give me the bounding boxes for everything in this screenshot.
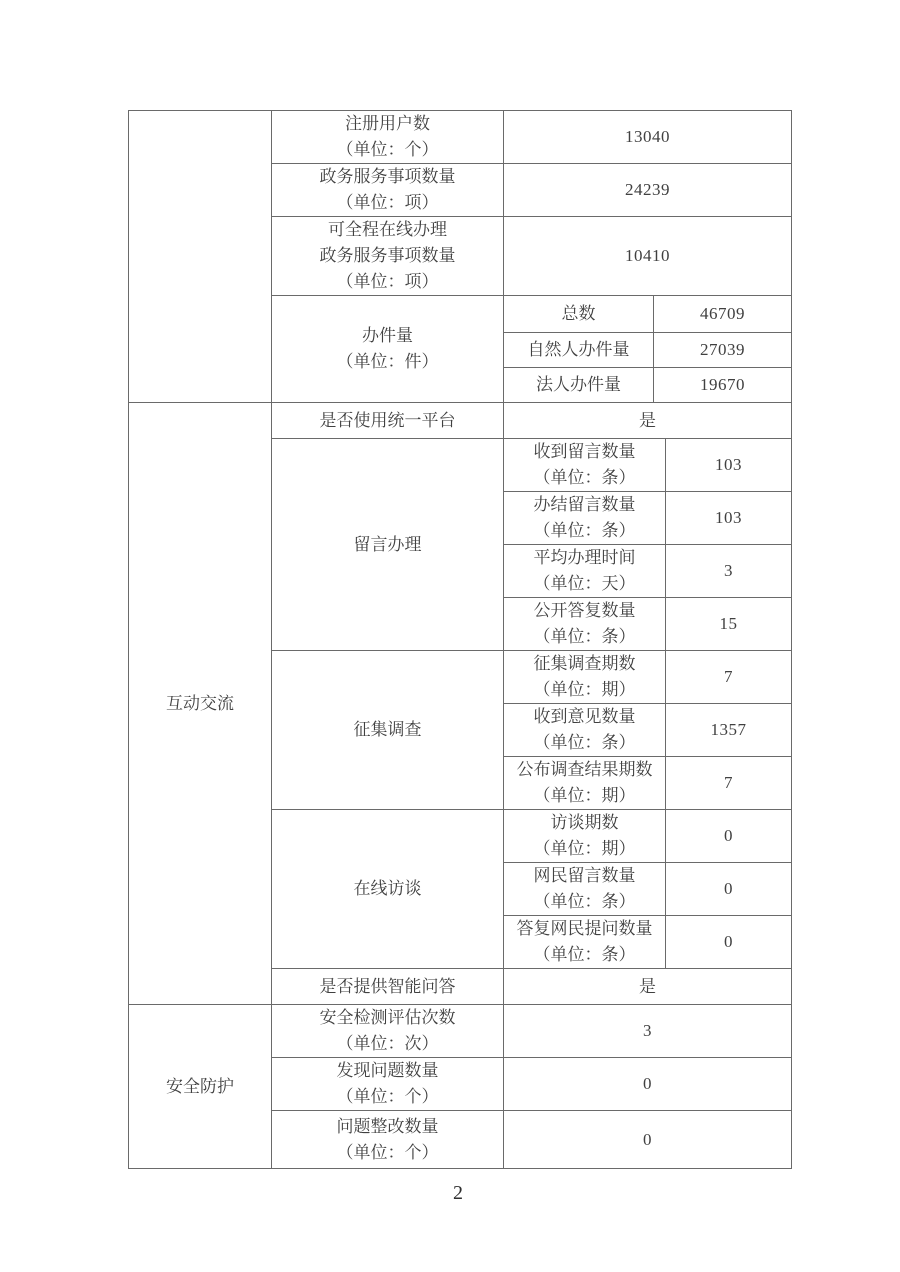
legal-person-label: 法人办件量	[504, 368, 654, 403]
problems-rectified-value: 0	[504, 1111, 792, 1169]
survey-periods-label: 征集调查期数	[533, 654, 636, 673]
completed-messages-unit: （单位：条）	[533, 521, 636, 540]
survey-label: 征集调查	[272, 651, 504, 810]
message-handling-label: 留言办理	[272, 439, 504, 651]
online-service-items-label-line1: 可全程在线办理	[328, 220, 447, 239]
received-messages-label: 收到留言数量	[533, 442, 636, 461]
opinions-received-value: 1357	[666, 704, 792, 757]
survey-results-label: 公布调查结果期数	[516, 760, 653, 779]
row-registered-users	[129, 111, 792, 164]
netizen-messages-label: 网民留言数量	[533, 866, 636, 885]
netizen-messages-value: 0	[666, 863, 792, 916]
received-messages-unit: （单位：条）	[533, 468, 636, 487]
completed-messages-label: 办结留言数量	[533, 495, 636, 514]
netizen-messages-label-cell	[504, 863, 666, 916]
unified-platform-label: 是否使用统一平台	[272, 403, 504, 439]
netizen-replies-label: 答复网民提问数量	[516, 919, 653, 938]
case-volume-total-label: 总数	[504, 296, 654, 333]
row-security-assessments	[129, 1005, 792, 1058]
unified-platform-value: 是	[504, 403, 792, 439]
security-assessments-unit: （单位：次）	[336, 1034, 439, 1053]
problems-found-label: 发现问题数量	[336, 1061, 439, 1080]
public-replies-value: 15	[666, 598, 792, 651]
survey-results-label-cell	[504, 757, 666, 810]
avg-handling-time-value: 3	[666, 545, 792, 598]
public-replies-label-cell	[504, 598, 666, 651]
case-volume-unit: （单位：件）	[336, 352, 439, 371]
service-items-label: 政务服务事项数量	[319, 167, 456, 186]
survey-results-unit: （单位：期）	[533, 786, 636, 805]
registered-users-label-cell	[272, 111, 504, 164]
registered-users-value: 13040	[504, 111, 792, 164]
received-messages-label-cell	[504, 439, 666, 492]
netizen-replies-value: 0	[666, 916, 792, 969]
case-volume-label-cell	[272, 296, 504, 403]
category-cell-interaction: 互动交流	[129, 403, 272, 1005]
avg-handling-time-label: 平均办理时间	[533, 548, 636, 567]
service-items-value: 24239	[504, 164, 792, 217]
security-assessments-label: 安全检测评估次数	[319, 1008, 456, 1027]
netizen-replies-unit: （单位：条）	[533, 945, 636, 964]
smart-qa-label: 是否提供智能问答	[272, 969, 504, 1005]
interview-periods-label-cell	[504, 810, 666, 863]
received-messages-value: 103	[666, 439, 792, 492]
avg-handling-time-unit: （单位：天）	[533, 574, 636, 593]
natural-person-value: 27039	[654, 333, 792, 368]
survey-periods-value: 7	[666, 651, 792, 704]
registered-users-label: 注册用户数	[345, 114, 430, 133]
online-service-items-label-cell	[272, 217, 504, 296]
problems-found-value: 0	[504, 1058, 792, 1111]
natural-person-label: 自然人办件量	[504, 333, 654, 368]
problems-found-label-cell	[272, 1058, 504, 1111]
service-items-unit: （单位：项）	[336, 193, 439, 212]
public-replies-label: 公开答复数量	[533, 601, 636, 620]
security-assessments-label-cell	[272, 1005, 504, 1058]
opinions-received-label-cell	[504, 704, 666, 757]
row-unified-platform	[129, 403, 792, 439]
problems-found-unit: （单位：个）	[336, 1087, 439, 1106]
legal-person-value: 19670	[654, 368, 792, 403]
online-interview-label: 在线访谈	[272, 810, 504, 969]
online-service-items-label-line2: 政务服务事项数量	[319, 246, 456, 265]
service-items-label-cell	[272, 164, 504, 217]
completed-messages-label-cell	[504, 492, 666, 545]
problems-rectified-unit: （单位：个）	[336, 1142, 439, 1162]
interview-periods-value: 0	[666, 810, 792, 863]
statistics-table	[128, 110, 792, 1169]
online-service-items-value: 10410	[504, 217, 792, 296]
netizen-messages-unit: （单位：条）	[533, 892, 636, 911]
netizen-replies-label-cell	[504, 916, 666, 969]
problems-rectified-label-cell	[272, 1111, 504, 1169]
category-cell-blank	[129, 111, 272, 403]
registered-users-unit: （单位：个）	[336, 140, 439, 159]
survey-periods-unit: （单位：期）	[533, 680, 636, 699]
opinions-received-unit: （单位：条）	[533, 733, 636, 752]
interview-periods-label: 访谈期数	[550, 813, 619, 832]
category-cell-security: 安全防护	[129, 1005, 272, 1169]
survey-results-value: 7	[666, 757, 792, 810]
page-number: 2	[453, 1182, 463, 1204]
opinions-received-label: 收到意见数量	[533, 707, 636, 726]
online-service-items-unit: （单位：项）	[336, 272, 439, 291]
case-volume-label: 办件量	[362, 326, 413, 345]
security-assessments-value: 3	[504, 1005, 792, 1058]
problems-rectified-label: 问题整改数量	[336, 1116, 439, 1136]
avg-handling-time-label-cell	[504, 545, 666, 598]
completed-messages-value: 103	[666, 492, 792, 545]
smart-qa-value: 是	[504, 969, 792, 1005]
public-replies-unit: （单位：条）	[533, 627, 636, 646]
survey-periods-label-cell	[504, 651, 666, 704]
interview-periods-unit: （单位：期）	[533, 839, 636, 858]
case-volume-total-value: 46709	[654, 296, 792, 333]
